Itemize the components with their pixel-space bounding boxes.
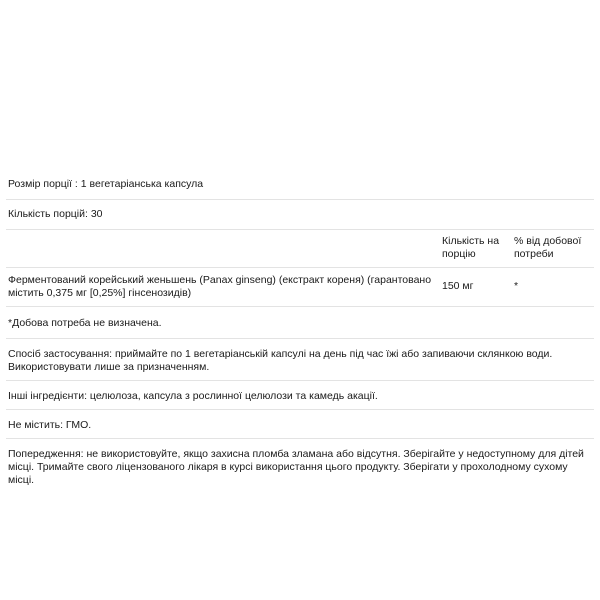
ingredient-amount: 150 мг — [442, 280, 474, 292]
ingredient-name: Ферментований корейський женьшень (Panax ginseng) (екстракт кореня) (гарантовано містить 0,375 мг [0,25%] гінсенозидів) — [8, 274, 432, 299]
warning: Попередження: не використовуйте, якщо захисна пломба зламана або відсутня. Зберігайте у недоступному для дітей місці. Тримайте свого ліцензованого лікаря в курсі використання цього продукту. Зберігати у прохолодному сухому місці. — [8, 448, 584, 486]
table-header — [6, 230, 594, 268]
header-daily-value: % від добової потреби — [514, 235, 582, 260]
supplement-facts — [6, 172, 594, 493]
header-ingredient-cell — [6, 230, 442, 267]
other-ingredients: Інші інгредієнти: целюлоза, капсула з рослинної целюлози та камедь акації. — [6, 381, 594, 410]
servings-per-container: Кількість порцій: 30 — [6, 200, 594, 230]
daily-value-footnote: *Добова потреба не визначена. — [6, 307, 594, 339]
free-of: Не містить: ГМО. — [6, 410, 594, 439]
serving-size: Розмір порції : 1 вегетаріанська капсула — [6, 172, 594, 200]
usage-instructions: Спосіб застосування: приймайте по 1 вегетаріанській капсулі на день під час їжі або запиваючи склянкою води. Використовувати лише за призначенням. — [6, 339, 594, 381]
table-row — [6, 268, 594, 307]
header-amount: Кількість на порцію — [442, 235, 500, 260]
ingredient-daily-value: * — [514, 280, 519, 292]
